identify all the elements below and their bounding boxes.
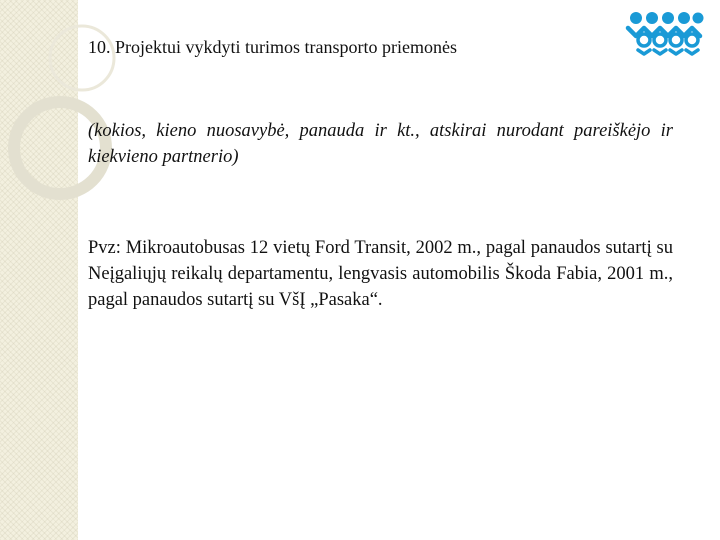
slide-body-text: Pvz: Mikroautobusas 12 vietų Ford Transit, 2002 m., pagal panaudos sutartį su Neįgaliųjų reikalų departamentu, lengvasis automobilis Škoda Fabia, 2001 m., pagal panaudos sutartį su VšĮ „Pasaka“. — [88, 238, 673, 310]
slide-subtitle: (kokios, kieno nuosavybė, panauda ir kt., atskirai nurodant pareiškėjo ir kiekvieno partnerio) — [88, 121, 673, 167]
slide-title: 10. Projektui vykdyti turimos transporto priemonės — [88, 37, 457, 57]
people-group-logo-icon — [624, 10, 704, 56]
side-decor-strip — [0, 0, 78, 540]
